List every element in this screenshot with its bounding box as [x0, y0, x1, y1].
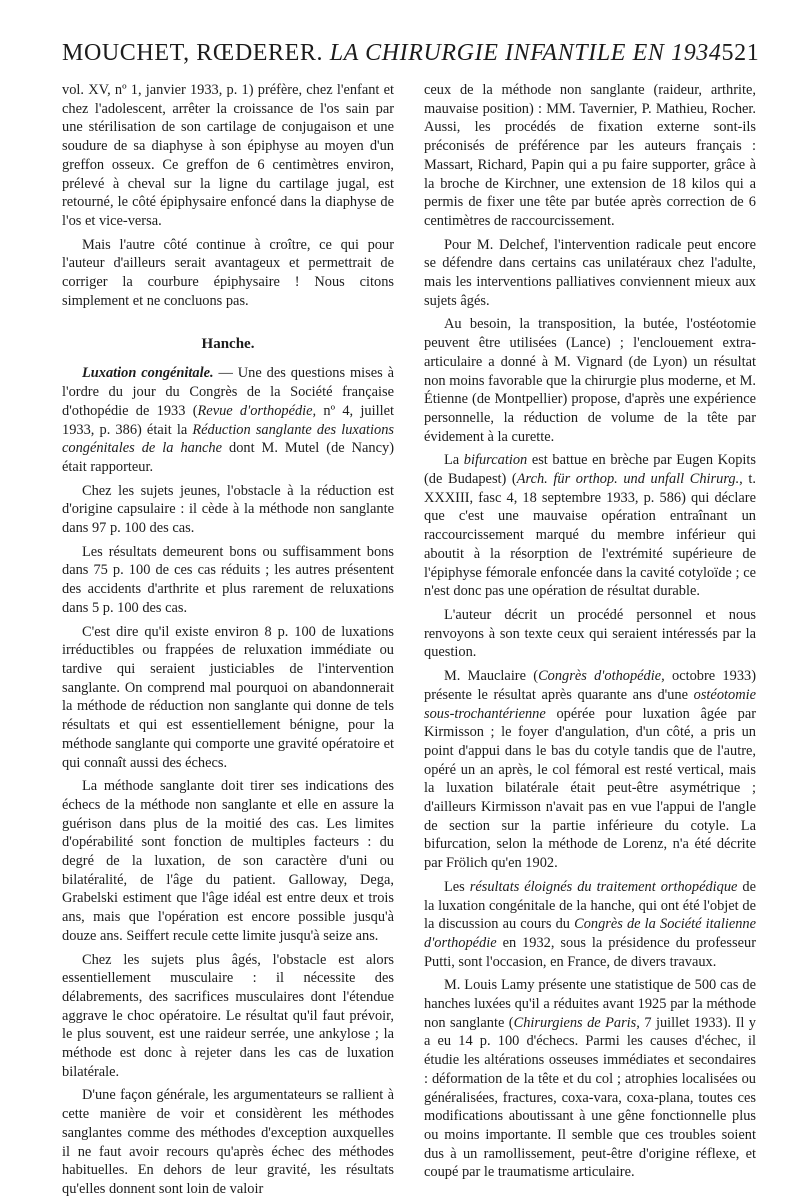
citation: Congrès d'othopédie,: [538, 668, 665, 685]
text-run: nº 4, juillet 1933, p. 386) était la: [62, 402, 394, 438]
paragraph: D'une façon générale, les argumentateurs se rallient à cette manière de voir et considèrent les méthodes sanglantes comme des méthodes d'exception auxquelles il ne faut avoir recours qu'après échec des méthodes habituelles. En dehors de leur gravité, les résultats qu'elles donnent sont loin de valoir: [62, 1087, 394, 1197]
text-run: M. Mauclaire (: [444, 668, 539, 685]
paragraph: Les résultats demeurent bons ou suffisamment bons dans 75 p. 100 de ces cas réduits ; les autres présentent des accidents d'arthrite et plus rarement de reluxations dans 5 p. 100 des cas.: [62, 543, 394, 616]
paragraph: C'est dire qu'il existe environ 8 p. 100 de luxations irréductibles ou frappées de reluxation immédiate ou tardive qui seraient justiciables de l'intervention sanglante. On comprend mal pourquoi on abandonnerait la méthode de réduction non sanglante qui donne de tels résultats et qui est essentiellement bénigne, pour la méthode sanglante qui comporte une gravité opératoire et qui connaît aussi des échecs.: [62, 623, 394, 771]
text-run: en 1932, sous la présidence du professeur Putti, sont l'occasion, en France, de divers travaux.: [424, 934, 756, 970]
text-run: Les: [444, 878, 470, 895]
text-run: dont M. Mutel (de Nancy) était rapporteur.: [62, 440, 394, 475]
text-run: 7 juillet 1933). Il y a eu 14 p. 100 d'échecs. Parmi les causes d'échec, il étudie les altérations osseuses immédiates et secondaires : déformation de la tête et du col ; atrophies localisées ou généralisées, fractures, coxa-vara, coxa-plana, toutes ces modifications aboutissant à une gêne fonctionnelle plus ou moins importante. Il semble que ces troubles soient dus à un ramollissement, peut-être d'origine réflexe, et coupé par le traumatisme articulaire.: [424, 1014, 757, 1181]
text-run: t. XXXIII, fasc 4, 18 septembre 1933, p. 586) qui déclare que c'est une mauvaise opération entraînant un raccourcissement marqué du membre inférieur qui aboutit à la résorption de l'extrémité supérieure de l'épiphyse fémorale enfoncée dans la cavité cotyloïde ; ce n'est donc pas une opération de résultat durable.: [424, 471, 756, 600]
text-run: — Une des questions mises à l'ordre du jour du Congrès de la Société française d'othopédie de 1933 (: [62, 365, 395, 419]
paragraph: [424, 976, 756, 1182]
paragraph: ceux de la méthode non sanglante (raideur, arthrite, mauvaise position) : MM. Tavernier, P. Mathieu, Rocher. Aussi, les procédés de fixation externe sont-ils préconisés de préférence par les auteurs français : Massart, Richard, Papin qui a pu faire supporter, grâce à la broche de Kirchner, une extension de 18 kilos qui a permis de fixer une tête par butée après correction de 6 centimètres de raccourcissement.: [424, 82, 756, 229]
page-number: 521: [721, 40, 760, 66]
paragraph: L'auteur décrit un procédé personnel et nous renvoyons à son texte ceux qui seraient intéressés par la question.: [424, 606, 756, 661]
section-heading: Hanche.: [201, 336, 255, 353]
paragraph: Au besoin, la transposition, la butée, l'ostéotomie peuvent être utilisées (Lance) ; l'enclouement extra-articulaire a donné à M. Vignard (de Lyon) un résultat non moins favorable que la chirurgie plus moderne, et M. Étienne (de Montpellier) propose, d'après une expérience personnelle, la réduction de volume de la tête par évidement à la curette.: [424, 316, 756, 445]
citation: Chirurgiens de Paris,: [513, 1014, 640, 1031]
paragraph: Mais l'autre côté continue à croître, ce qui pour l'auteur d'ailleurs serait avantageux et permettrait de corriger la courbure épiphysaire ! Nous citons simplement et ne concluons pas.: [62, 236, 394, 309]
subsection-lead: Luxation congénitale.: [82, 365, 214, 382]
text-run: opérée pour luxation âgée par Kirmisson ; le foyer d'angulation, d'un côté, a pris un point d'appui dans le bas du cotyle tandis que de l'autre, opéré un an après, le col fémoral est resté vertical, mais la luxation bilatérale était peut-être asymétrique ; d'ailleurs Kirmisson n'avait pas en vue l'appui de l'angle de section sur la partie inférieure du cotyle. La bifurcation, selon la méthode de Lorenz, n'a été décrite par Frölich qu'en 1902.: [424, 705, 756, 872]
text-run: La: [444, 452, 464, 469]
left-column: [62, 81, 394, 1204]
text-run: de la luxation congénitale de la hanche, qui ont été l'objet de la discussion au cours du: [424, 878, 756, 933]
text-run: est battue en brèche par Eugen Kopits (de Budapest) (: [424, 452, 756, 488]
italic-term: résultats éloignés du traitement orthopédique: [469, 878, 738, 895]
citation: Arch. für orthop. und unfall Chirurg.,: [516, 471, 743, 488]
running-header: [62, 40, 760, 80]
italic-term: ostéotomie sous-trochantérienne: [424, 686, 756, 722]
paragraph: [424, 878, 756, 972]
paragraph: Pour M. Delchef, l'intervention radicale peut encore se défendre dans certains cas unilatéraux chez l'adulte, mais les interventions palliatives conviennent mieux aux sujets âgés.: [424, 236, 756, 309]
paragraph: [62, 364, 394, 476]
header-authors: MOUCHET, RŒDERER.: [62, 40, 324, 66]
paragraph: Chez les sujets plus âgés, l'obstacle est alors essentiellement musculaire : il nécessite des délabrements, des sacrifices musculaires dont l'étendue aggrave le choc opératoire. Le résultat qu'il faut prévoir, le plus souvent, est une raideur serrée, une ankylose ; la méthode est donc à rejeter dans les cas de luxation bilatérale.: [62, 951, 394, 1080]
paragraph: vol. XV, nº 1, janvier 1933, p. 1) préfère, chez l'enfant et chez l'adolescent, arrêter la croissance de l'os sain par une stérilisation de son cartilage de conjugaison et une soudure de sa diaphyse à son épiphyse au moyen d'un greffon osseux. Ce greffon de 6 centimètres environ, prélevé à cheval sur la ligne du cartilage jugal, est retourné, le côté épiphysaire enfoncé dans la diaphyse de l'os et vice-versa.: [62, 82, 394, 229]
right-column: [424, 81, 756, 1204]
italic-title: Réduction sanglante des luxations congénitales de la hanche: [62, 421, 394, 457]
paragraph: Chez les sujets jeunes, l'obstacle à la réduction est d'origine capsulaire : il cède à la méthode non sanglante dans 97 p. 100 des cas.: [62, 482, 394, 537]
paragraph: La méthode sanglante doit tirer ses indications des échecs de la méthode non sanglante et elle en assure la guérison dans plus de la moitié des cas. Les limites d'opérabilité sont fonction de multiples facteurs : du degré de la luxation, de son caractère d'uni ou bilatéralité, de l'âge du patient. Galloway, Dega, Grabelski estiment que l'âge idéal est entre deux et trois ans, mais que l'opération est encore possible jusqu'à douze ans. Seiffert recule cette limite jusqu'à seize ans.: [62, 778, 394, 944]
text-run: M. Louis Lamy présente une statistique de 500 cas de hanches luxées qu'il a réduites avant 1925 par la méthode non sanglante (: [424, 977, 756, 1031]
text-run: octobre 1933) présente le résultat après quarante ans d'une: [424, 668, 756, 703]
paragraph: [424, 667, 756, 873]
text-columns: [62, 81, 756, 1204]
paragraph: [424, 451, 756, 601]
italic-term: bifurcation: [463, 452, 528, 469]
header-title: LA CHIRURGIE INFANTILE EN 1934: [329, 40, 722, 66]
citation: Revue d'orthopédie,: [197, 402, 317, 419]
citation: Congrès de la Société italienne d'orthopédie: [424, 916, 757, 951]
header-left: [62, 40, 722, 67]
